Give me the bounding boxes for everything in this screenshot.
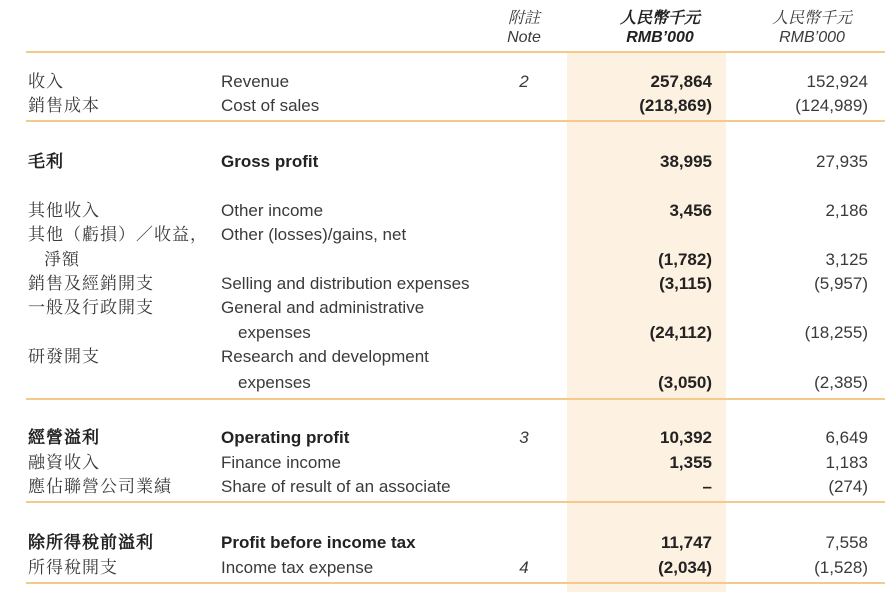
row-rnd-current: (3,050) [658,373,712,392]
row-revenue-current: 257,864 [650,72,712,91]
current-year-header-en: RMB’000 [626,29,694,46]
row-revenue-en: Revenue [221,72,290,91]
note-header-zh: 附註 [507,10,540,27]
header-rule [26,51,885,53]
row-revenue-note: 2 [519,72,529,91]
rule-after-income-tax [26,582,885,584]
row-rnd-prior: (2,385) [814,373,868,392]
row-other-gains-zh-line2: 淨額 [44,250,80,269]
row-gross-profit-current: 38,995 [660,152,712,171]
prior-year-header-zh: 人民幣千元 [771,10,852,27]
row-rnd-zh: 研發開支 [28,347,100,366]
row-profit-before-tax-en: Profit before income tax [221,533,416,552]
row-profit-before-tax-prior: 7,558 [825,533,868,552]
row-cost-of-sales-prior: (124,989) [795,96,868,115]
row-other-income-current: 3,456 [669,201,712,220]
row-selling-prior: (5,957) [814,274,868,293]
row-admin-en: General and administrative [221,298,425,317]
row-other-gains-current: (1,782) [658,250,712,269]
row-operating-profit-zh: 經營溢利 [28,428,100,447]
note-header-en: Note [507,29,541,46]
row-admin-zh: 一般及行政開支 [28,298,154,317]
row-selling-en: Selling and distribution expenses [221,274,470,293]
rule-after-associate [26,501,885,503]
row-finance-income-zh: 融資收入 [28,453,100,472]
row-admin-current: (24,112) [649,323,712,342]
current-year-header-zh: 人民幣千元 [619,10,700,27]
row-other-gains-zh: 其他（虧損）／收益， [28,225,208,244]
prior-year-header-en: RMB’000 [779,29,845,46]
row-associate-en: Share of result of an associate [221,477,451,496]
row-gross-profit-en: Gross profit [221,152,319,171]
row-associate-prior: (274) [828,477,868,496]
row-associate-current: – [702,477,712,496]
row-cost-of-sales-en: Cost of sales [221,96,320,115]
row-other-gains-en: Other (losses)/gains, net [221,225,407,244]
row-selling-zh: 銷售及經銷開支 [28,274,154,293]
row-operating-profit-current: 10,392 [660,428,712,447]
row-cost-of-sales-zh: 銷售成本 [28,96,100,115]
row-admin-en-line2: expenses [238,323,311,342]
row-other-income-prior: 2,186 [825,201,868,220]
rule-after-cost-of-sales [26,120,885,122]
rule-after-rnd [26,398,885,400]
row-rnd-en-line2: expenses [238,373,311,392]
current-year-column-highlight [567,52,726,592]
row-admin-prior: (18,255) [804,323,868,342]
row-income-tax-current: (2,034) [658,558,712,577]
row-revenue-prior: 152,924 [806,72,868,91]
row-finance-income-current: 1,355 [669,453,712,472]
row-operating-profit-prior: 6,649 [825,428,868,447]
row-income-tax-prior: (1,528) [814,558,868,577]
row-selling-current: (3,115) [659,274,712,293]
row-other-income-zh: 其他收入 [28,201,100,220]
row-income-tax-zh: 所得稅開支 [28,558,118,577]
row-income-tax-en: Income tax expense [221,558,374,577]
row-profit-before-tax-current: 11,747 [660,533,712,552]
row-associate-zh: 應佔聯營公司業績 [28,477,172,496]
row-operating-profit-note: 3 [519,428,529,447]
row-revenue-zh: 收入 [28,72,64,91]
row-finance-income-en: Finance income [221,453,342,472]
row-rnd-en: Research and development [221,347,429,366]
row-profit-before-tax-zh: 除所得稅前溢利 [28,533,154,552]
row-finance-income-prior: 1,183 [825,453,868,472]
row-other-income-en: Other income [221,201,324,220]
row-gross-profit-prior: 27,935 [816,152,868,171]
row-income-tax-note: 4 [519,558,529,577]
row-other-gains-prior: 3,125 [825,250,868,269]
row-cost-of-sales-current: (218,869) [639,96,712,115]
row-operating-profit-en: Operating profit [221,428,350,447]
row-gross-profit-zh: 毛利 [28,152,64,171]
